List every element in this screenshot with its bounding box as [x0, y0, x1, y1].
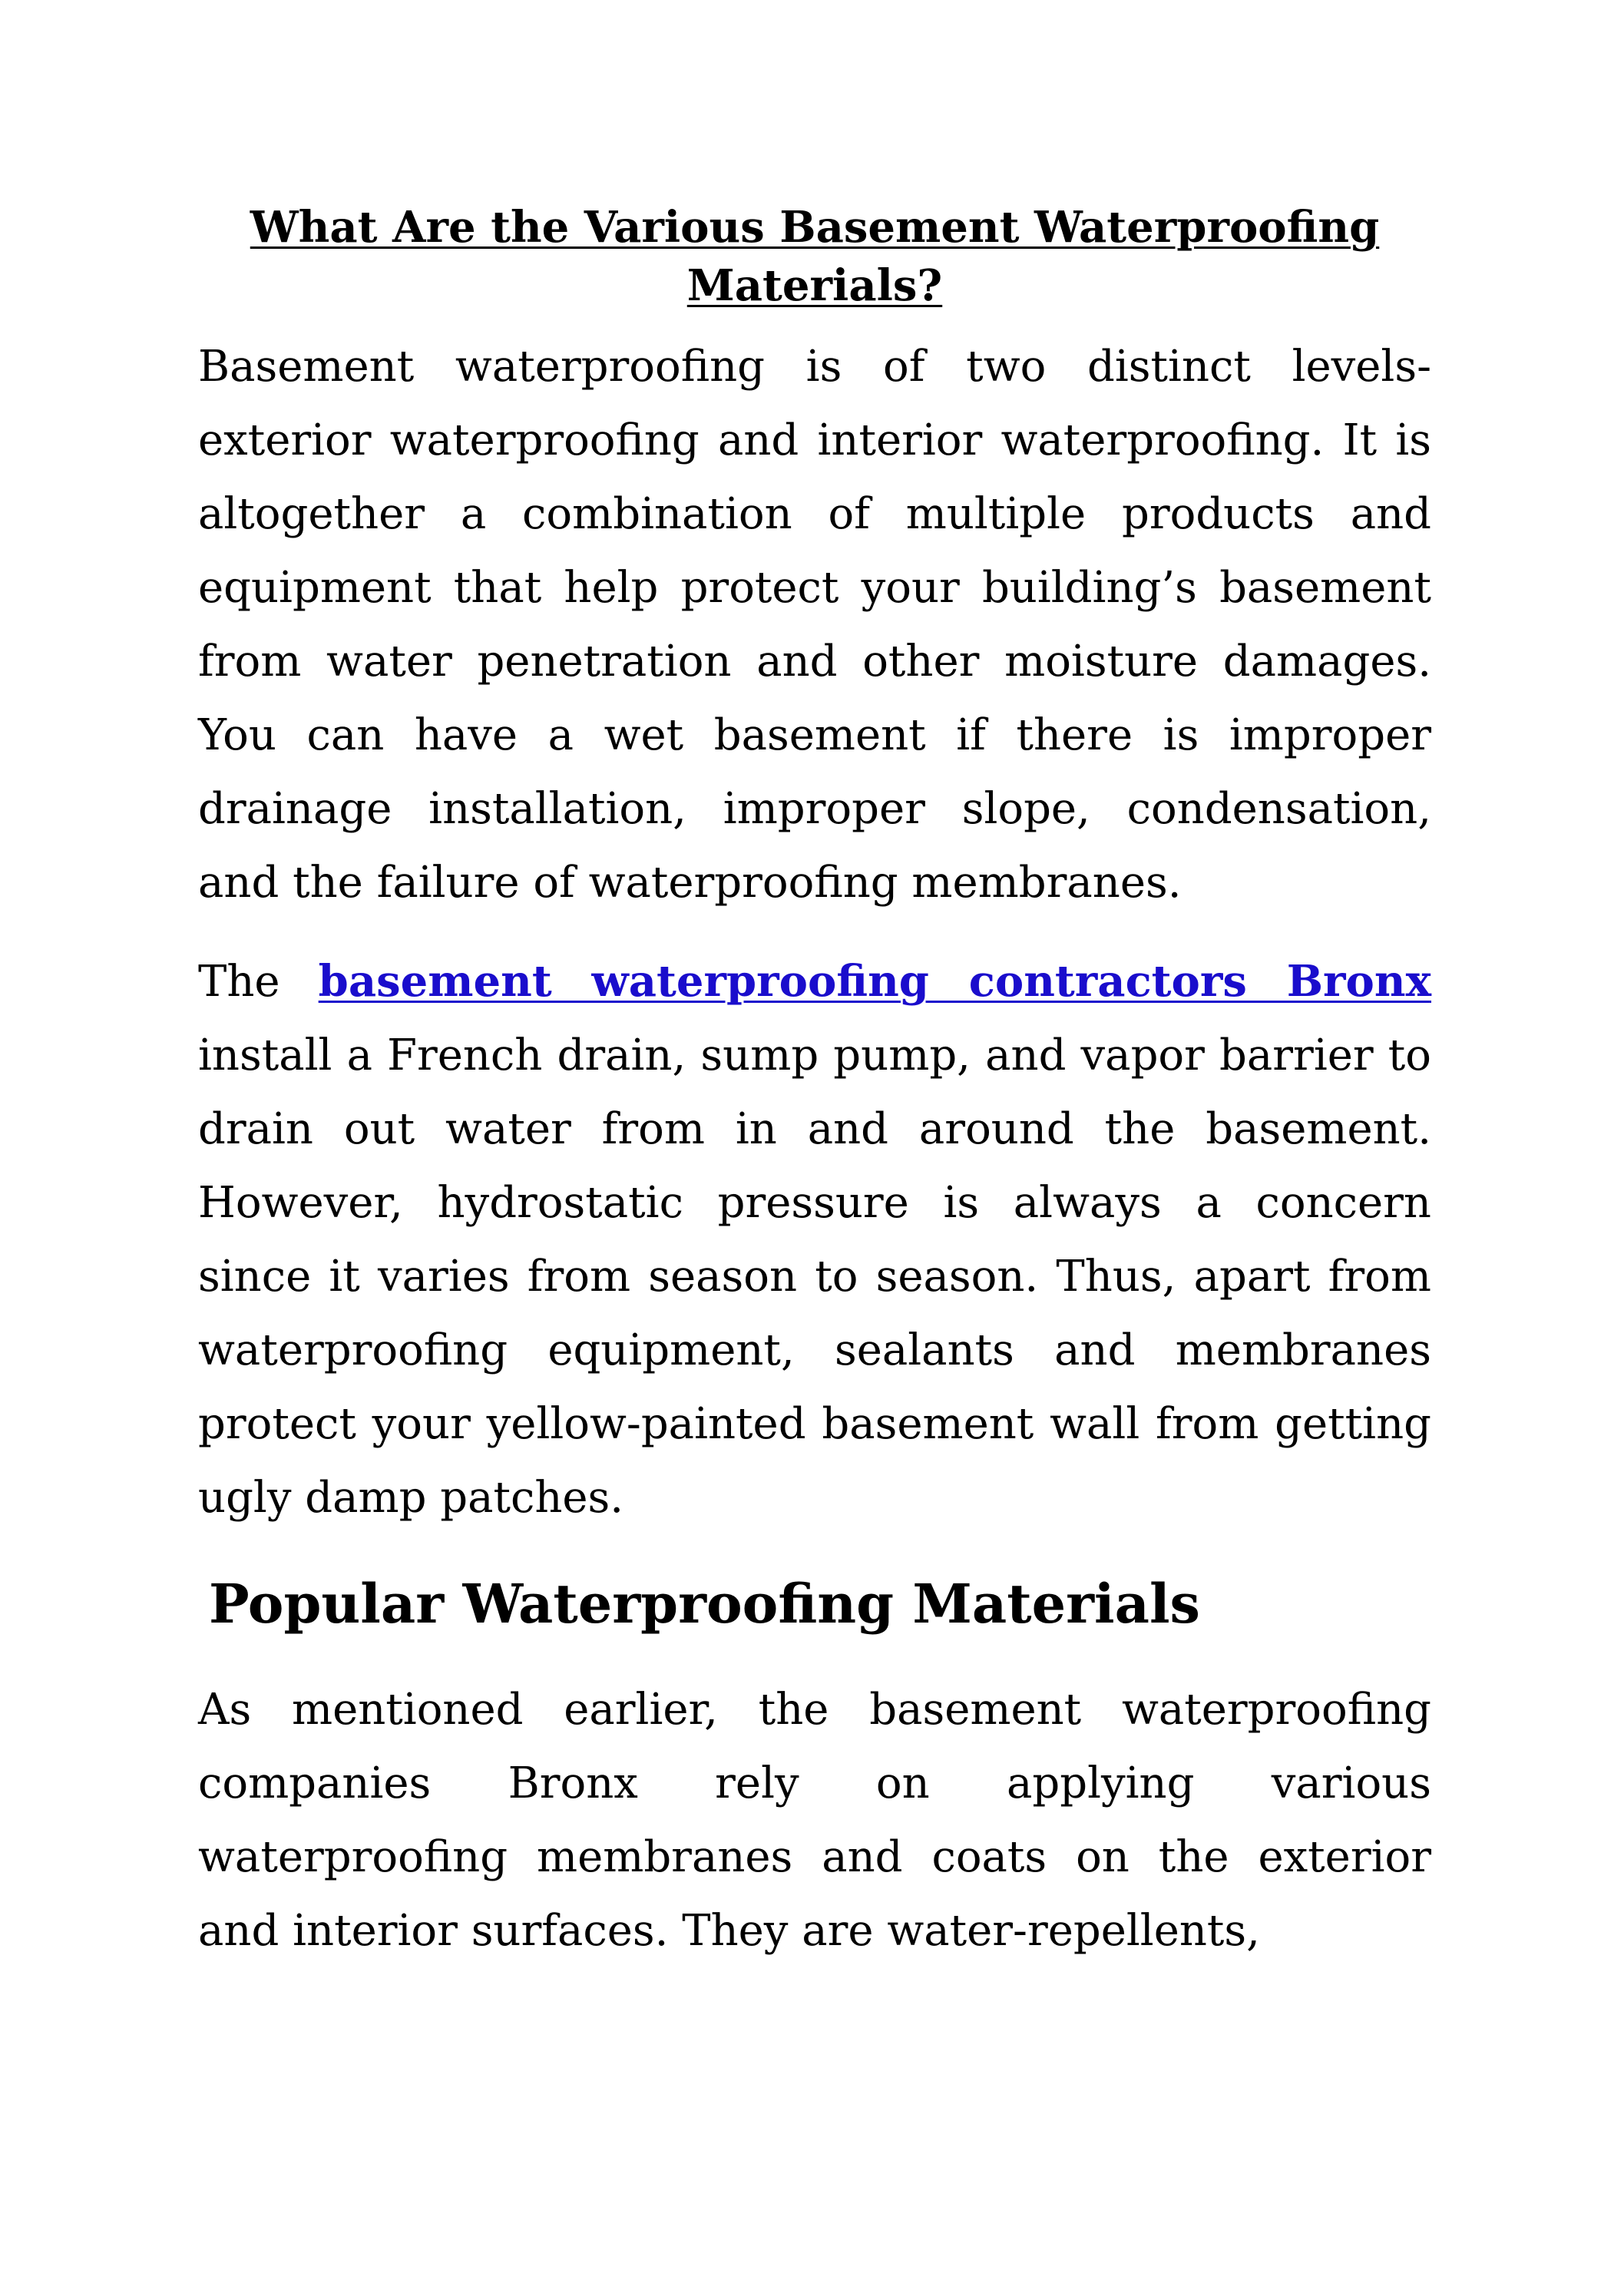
document-title: What Are the Various Basement Waterproofing Materials? — [250, 202, 1380, 311]
contractors-link[interactable]: basement waterproofing contractors Bronx — [318, 956, 1431, 1007]
intro-paragraph: Basement waterproofing is of two distinct levels-exterior waterproofing and interior waterproofing. It is altogether a combination of multiple products and equipment that help protect your building’s basement from water penetration and other moisture damages. You can have a wet basement if there is improper drainage installation, improper slope, condensation, and the failure of waterproofing membranes. — [198, 342, 1431, 908]
document-content — [198, 198, 1431, 1968]
section-heading: Popular Waterproofing Materials — [209, 1572, 1200, 1636]
paragraph-text-lead: The — [198, 957, 319, 1007]
contractors-paragraph — [198, 945, 1431, 1535]
paragraph-text-body: install a French drain, sump pump, and vapor barrier to drain out water from in and around the basement. However, hydrostatic pressure is always a concern since it varies from season to season. Thus, apart from waterproofing equipment, sealants and membranes protect your yellow-painted basement wall from getting ugly damp patches. — [198, 1031, 1431, 1523]
materials-paragraph: As mentioned earlier, the basement waterproofing companies Bronx rely on applying various waterproofing membranes and coats on the exterior and interior surfaces. They are water-repellents, — [198, 1685, 1431, 1956]
